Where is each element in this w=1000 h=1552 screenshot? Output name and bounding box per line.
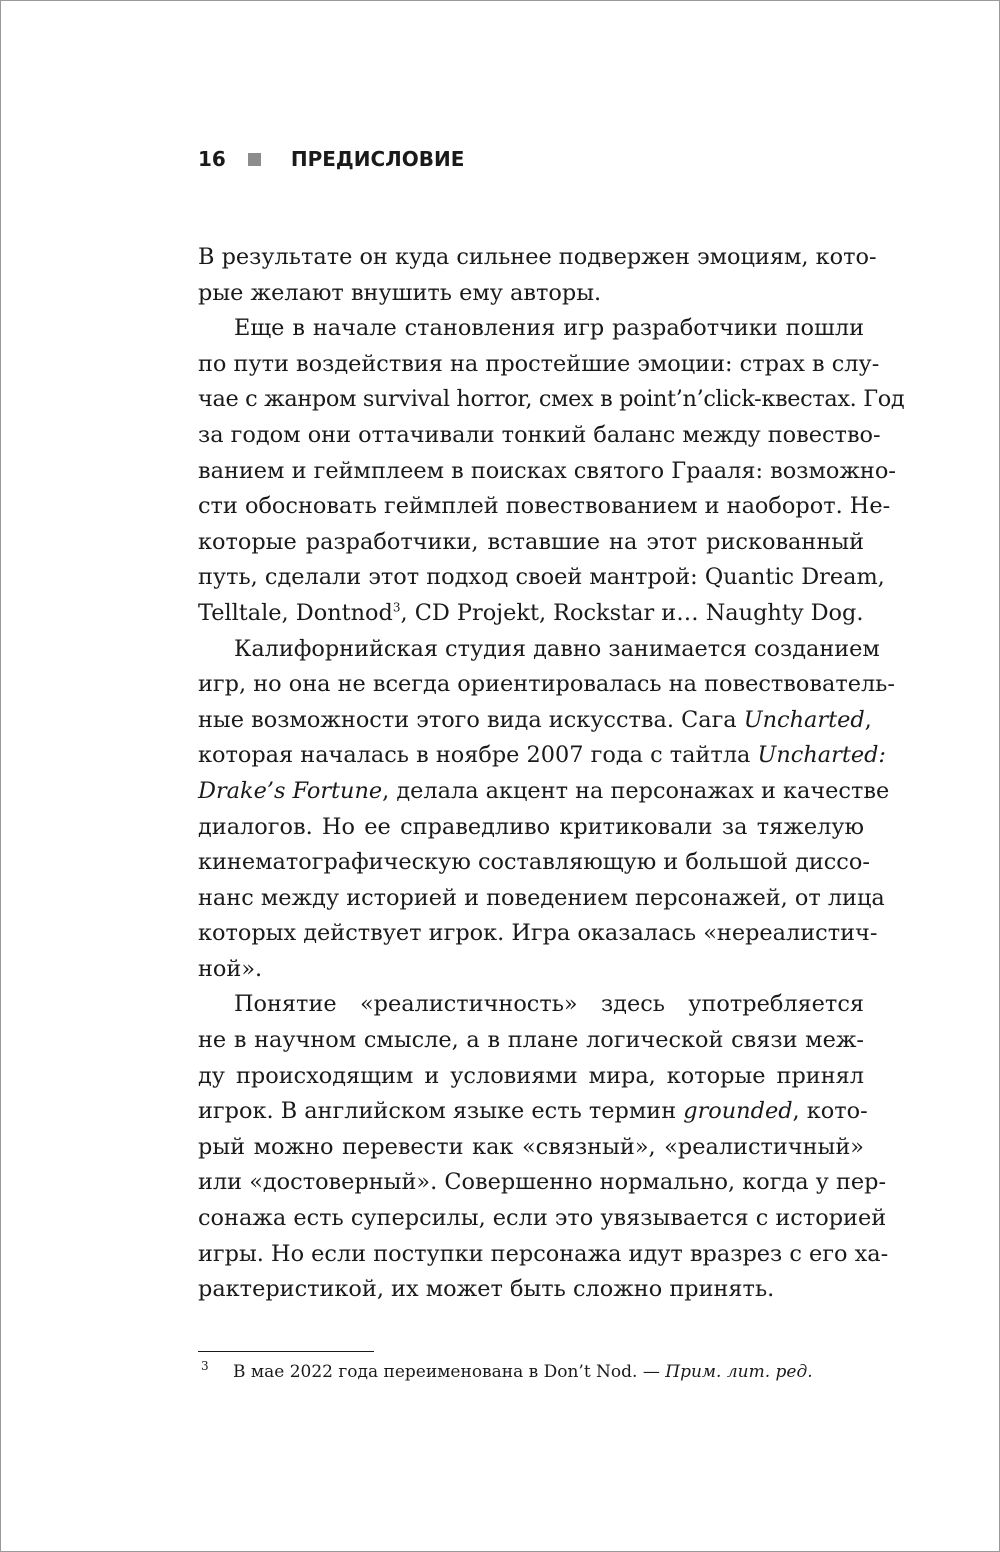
text-line: не в научном смысле, а в плане логической связи меж- xyxy=(198,1027,864,1054)
game-title: Uncharted xyxy=(743,706,865,733)
text-line: рые желают внушить ему авторы. xyxy=(198,279,602,306)
text-line: Еще в начале становления игр разработчики пошли xyxy=(234,315,864,342)
text-line: Калифорнийская студия давно занимается созданием xyxy=(234,635,880,662)
text-run: , xyxy=(864,706,872,733)
text-line xyxy=(198,1094,868,1130)
text-line: рактеристикой, их может быть сложно принять. xyxy=(198,1276,775,1303)
running-header xyxy=(198,145,464,173)
text-line: ной». xyxy=(198,955,263,982)
english-term: grounded xyxy=(683,1098,793,1125)
section-title: ПРЕДИСЛОВИЕ xyxy=(290,147,465,171)
text-line: по пути воздействия на простейшие эмоции: страх в слу- xyxy=(198,350,880,377)
footnote-ref: 3 xyxy=(392,600,401,615)
text-line xyxy=(198,774,890,810)
text-run: ные возможности этого вида искусства. Сага xyxy=(198,706,744,733)
text-line: В результате он куда сильнее подвержен эмоциям, кото- xyxy=(198,244,877,270)
footnote-divider xyxy=(198,1351,374,1352)
text-line: или «достоверный». Совершенно нормально, когда у пер- xyxy=(198,1169,887,1196)
text-line: нанс между историей и поведением персонажей, от лица xyxy=(198,884,885,911)
text-run: которая началась в ноябре 2007 года с тайтла xyxy=(198,742,758,769)
game-title: Drake’s Fortune xyxy=(198,777,383,804)
text-run: , делала акцент на персонажах и качестве xyxy=(382,777,890,804)
text-line: которых действует игрок. Игра оказалась «нереалистич- xyxy=(198,920,878,947)
text-line: рый можно перевести как «связный», «реалистичный» xyxy=(198,1133,864,1160)
text-line: путь, сделали этот подход своей мантрой: Quantic Dream, xyxy=(198,564,885,591)
main-text xyxy=(198,240,905,1308)
text-line: ванием и геймплеем в поисках святого Грааля: возможно- xyxy=(198,457,896,484)
text-line xyxy=(198,596,864,632)
text-line: чае с жанром survival horror, смех в point’n’click-квестах. Год xyxy=(198,386,905,413)
text-line: сти обосновать геймплей повествованием и наоборот. Не- xyxy=(198,493,891,520)
game-title: Uncharted: xyxy=(757,742,886,769)
text-line: диалогов. Но ее справедливо критиковали за тяжелую xyxy=(198,813,864,840)
text-line: за годом они оттачивали тонкий баланс между повество- xyxy=(198,421,881,448)
text-line: кинематографическую составляющую и большой диссо- xyxy=(198,849,870,876)
text-run: Telltale, Dontnod xyxy=(198,599,393,626)
text-line: сонажа есть суперсилы, если это увязывается с историей xyxy=(198,1205,887,1232)
text-line: ду происходящим и условиями мира, которые принял xyxy=(198,1062,864,1089)
text-line: игр, но она не всегда ориентировалась на повествователь- xyxy=(198,671,895,698)
text-run: игрок. В английском языке есть термин xyxy=(198,1098,684,1125)
footnote-text: В мае 2022 года переименована в Don’t Nod. — xyxy=(233,1362,666,1382)
text-run: , кото- xyxy=(792,1098,868,1125)
text-line xyxy=(198,703,872,739)
text-line xyxy=(198,738,886,774)
square-bullet-icon xyxy=(248,153,261,166)
footnote: 3 В мае 2022 года переименована в Don’t Nod. — Прим. лит. ред. xyxy=(201,1359,813,1382)
text-line: Понятие «реалистичность» здесь употребляется xyxy=(234,991,864,1018)
text-line: которые разработчики, вставшие на этот рискованный xyxy=(198,528,864,555)
page-number: 16 xyxy=(198,147,226,171)
text-line: игры. Но если поступки персонажа идут вразрез с его ха- xyxy=(198,1240,889,1267)
text-run: , CD Projekt, Rockstar и… Naughty Dog. xyxy=(400,599,864,626)
footnote-editor-note: Прим. лит. ред. xyxy=(665,1362,813,1382)
